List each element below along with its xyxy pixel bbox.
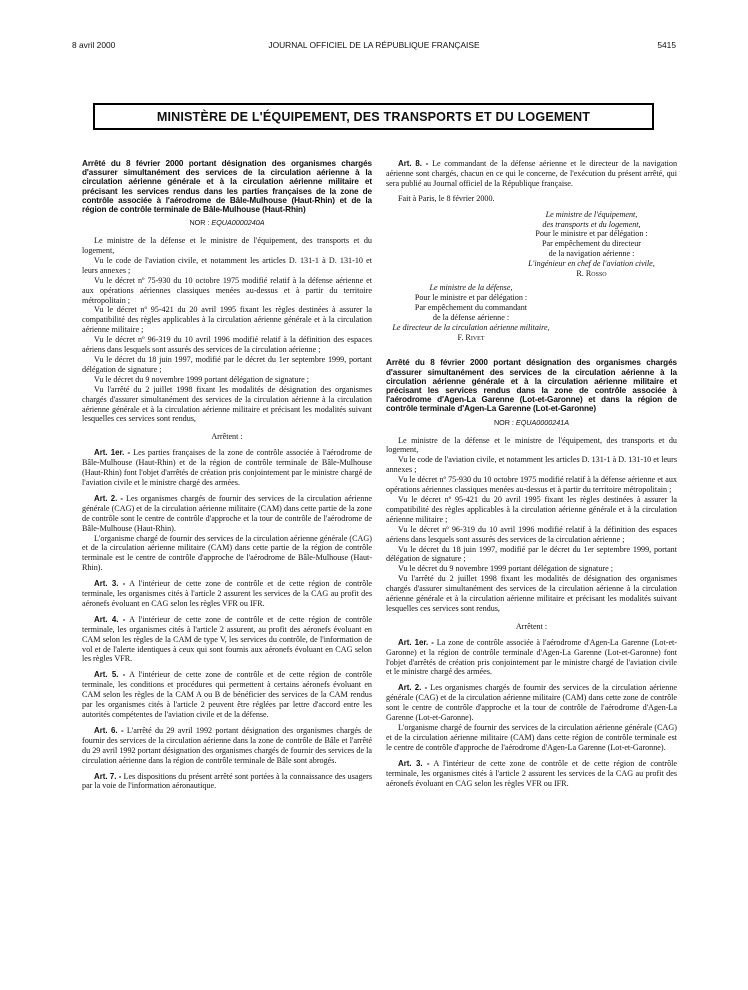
visa: Vu le décret du 18 juin 1997, modifié par le décret du 1er septembre 1999, portant délégation de signature ; (386, 544, 677, 564)
article-label: Art. 1er. - (398, 637, 434, 647)
signatory-line: Le ministre de la défense, (429, 282, 513, 292)
visa: Vu le code de l'aviation civile, et notamment les articles D. 131-1 à D. 131-10 et leurs annexes ; (82, 255, 372, 275)
article (386, 159, 677, 189)
visa: Vu le décret nº 75-930 du 10 octobre 1975 modifié relatif à la défense aérienne et aux opérations aériennes classiques menées au-dessus et à partir du territoire métropolitain ; (82, 275, 372, 305)
article-text: A l'intérieur de cette zone de contrôle et de cette région de contrôle terminale, les organismes cités à l'article 2 assurent les services de la CAG au profit des aéronefs évoluant en CAG selon les règles VFR ou IFR. (386, 758, 678, 788)
article-label: Art. 2. - (398, 683, 428, 693)
visa: Vu l'arrêté du 2 juillet 1998 fixant les modalités de désignation des organismes chargés d'assurer simultanément des services de la circulation aérienne à la circulation aérienne générale et à la circulation aérienne militaire et précisant les modalités suivant lesquelles ces services sont rendus, (386, 574, 677, 613)
article (82, 448, 372, 488)
visa: Vu le décret du 9 novembre 1999 portant délégation de signature ; (94, 374, 309, 384)
signatory-line: de la navigation aérienne : (548, 249, 635, 259)
ministry-banner (93, 103, 654, 130)
article-label: Art. 2. - (94, 493, 124, 503)
visa: Vu le décret du 18 juin 1997, modifié par le décret du 1er septembre 1999, portant délégation de signature ; (82, 355, 372, 374)
article-text: A l'intérieur de cette zone de contrôle et de cette région de contrôle terminale, les organismes cités à l'article 2 assurent les services de la CAG au profit des aéronefs évoluant en CAG selon les règles VFR ou IFR. (82, 579, 372, 608)
article-text: Les parties françaises de la zone de contrôle associée à l'aérodrome de Bâle-Mulhouse (Haut-Rhin) et de la région de contrôle terminale de Bâle-Mulhouse (Haut-Rhin) font l'objet d'arrêtés de création pris conjointement par le ministre chargé de l'aviation civile et le ministre chargé des armées. (82, 448, 372, 487)
signatory-name: R. Rosso (576, 269, 607, 279)
article (82, 772, 372, 792)
page-header (72, 40, 676, 54)
left-column (82, 159, 372, 791)
nor-reference (386, 418, 677, 428)
article-text: La zone de contrôle associée à l'aérodrome d'Agen-La Garenne (Lot-et-Garonne) et la région de contrôle terminale d'Agen-La Garenne (Lot-et-Garonne) font l'objet d'arrêtés de création pris conjointement par le ministre chargé de l'aviation civile et le ministre chargé des armées. (386, 637, 678, 677)
article-paragraph: L'organisme chargé de fournir des services de la circulation aérienne générale (CAG) et de la circulation aérienne militaire (CAM) dans cette partie de la région de contrôle terminale est le centre de contrôle d'approche de l'aérodrome de Bâle-Mulhouse (Haut-Rhin). (82, 533, 372, 573)
arretent-heading: Arrêtent : (515, 621, 548, 631)
article-label: Art. 4. - (94, 614, 126, 624)
article-paragraph: L'organisme chargé de fournir des services de la circulation aérienne générale (CAG) et de la circulation aérienne militaire (CAM) dans cette région de contrôle terminale est le centre de contrôle d'approche de l'aérodrome d'Agen-La Garenne (Lot-et-Garonne). (386, 723, 677, 752)
article (82, 726, 372, 766)
article-label: Art. 8. - (398, 159, 429, 168)
visa: Vu le décret nº 95-421 du 20 avril 1995 fixant les règles destinées à assurer la compatibilité des règles applicables à la circulation aérienne générale et à la circulation aérienne militaire ; (82, 305, 372, 335)
visa: Vu le décret du 9 novembre 1999 portant délégation de signature ; (398, 564, 613, 574)
signatory-line: L'ingénieur en chef de l'aviation civile, (528, 259, 655, 269)
article (386, 683, 677, 723)
article-text: Les organismes chargés de fournir des services de la circulation aérienne générale (CAG) et de la circulation aérienne militaire (CAM) dans cette partie de la zone de contrôle sont le centre de contrôle d'approche et la tour de contrôle de l'aérodrome de Bâle-Mulhouse (Haut-Rhin). (82, 493, 372, 533)
visa: Vu le décret nº 95-421 du 20 avril 1995 fixant les règles destinées à assurer la compatibilité des règles applicables à la circulation aérienne générale et à la circulation aérienne militaire ; (386, 494, 677, 524)
article (82, 494, 372, 534)
signatory-name: F. Rivet (457, 332, 485, 342)
page-number: 5415 (657, 40, 676, 50)
signature-block-defence (386, 283, 556, 342)
nor-code: EQUA0000240A (211, 218, 265, 228)
article (386, 759, 677, 789)
article (82, 615, 372, 665)
article-label: Art. 6. - (94, 725, 124, 735)
signatory-line: Par empêchement du commandant (414, 302, 528, 312)
signatory-line: Pour le ministre et par délégation : (414, 292, 528, 302)
visa: Vu le décret nº 75-930 du 10 octobre 1975 modifié relatif à la défense aérienne et aux opérations aériennes classiques menées au-dessus et à partir du territoire métropolitain ; (386, 475, 677, 495)
article-label: Art. 5. - (94, 670, 126, 680)
article-text: L'arrêté du 29 avril 1992 portant désignation des organismes chargés de fournir des services de la circulation aérienne dans la zone de contrôle de Bâle et l'arrêté du 29 avril 1992 portant désignation des organismes chargés de fournir des services de la circulation aérienne dans la région de contrôle terminale de Bâle sont abrogés. (82, 725, 373, 765)
article-text: Les dispositions du présent arrêté sont portées à la connaissance des usagers par la voie de l'information aéronautique. (82, 771, 373, 791)
signatory-line: des transports et du logement, (542, 219, 641, 229)
article-text: Le commandant de la défense aérienne et le directeur de la navigation aérienne sont chargés, chacun en ce qui le concerne, de l'exécution du présent arrêté, qui sera publié au Journal officiel de la République française. (386, 159, 678, 188)
visa: Vu le code de l'aviation civile, et notamment les articles D. 131-1 à D. 131-10 et leurs annexes ; (386, 455, 677, 475)
journal-title: JOURNAL OFFICIEL DE LA RÉPUBLIQUE FRANÇAISE (268, 40, 480, 50)
nor-code: EQUA0000241A (515, 417, 570, 427)
visa: Vu l'arrêté du 2 juillet 1998 fixant les modalités de désignation des organismes chargés d'assurer simultanément des services de la circulation aérienne à la circulation aérienne générale et à la circulation aérienne militaire et précisant les modalités suivant lesquelles ces services sont rendus, (82, 384, 372, 424)
right-column (386, 159, 677, 788)
ministry-title: MINISTÈRE DE L'ÉQUIPEMENT, DES TRANSPORTS ET DU LOGEMENT (156, 109, 591, 124)
visa: Vu le décret nº 96-319 du 10 avril 1996 modifié relatif à la définition des espaces aériens dans lesquels sont assurés des services de la circulation aérienne ; (82, 335, 372, 355)
arrete-title: Arrêté du 8 février 2000 portant désignation des organismes chargés d'assurer simultanément des services de la circulation aérienne à la circulation aérienne générale et à la circulation aérienne militaire et précisant les services rendus dans la zone de contrôle associée à l'aérodrome d'Agen-La Garenne (Lot-et-Garonne) et dans la région de contrôle terminale d'Agen-La Garenne (Lot-et-Garonne) (386, 358, 677, 414)
arrete-title: Arrêté du 8 février 2000 portant désignation des organismes chargés d'assurer simultanément des services de la circulation aérienne à la circulation aérienne générale et à la circulation aérienne militaire et précisant les services rendus dans les parties françaises de la zone de contrôle associée à l'aérodrome de Bâle-Mulhouse (Haut-Rhin) et de la région de contrôle terminale de Bâle-Mulhouse (Haut-Rhin) (82, 159, 372, 215)
article-label: Art. 3. - (398, 758, 430, 768)
header-date: 8 avril 2000 (72, 40, 116, 50)
article (82, 670, 372, 720)
article (82, 579, 372, 609)
nor-label: NOR : (189, 218, 210, 228)
signature-place-date: Fait à Paris, le 8 février 2000. (398, 193, 495, 203)
preamble: Le ministre de la défense et le ministre de l'équipement, des transports et du logement, (82, 236, 372, 256)
article-text: A l'intérieur de cette zone de contrôle et de cette région de contrôle terminale, les conditions et procédures qui permettent à certains aéronefs évoluant en CAM selon les règles de la CAM A ou B de bénéficier des services de la CAM rendus par les organismes cités à l'article 2 peuvent être réglées par lettre d'accord entre les autorités compétentes de l'aviation civile et de la défense. (82, 670, 372, 719)
article-label: Art. 1er. - (94, 448, 131, 458)
arretent-heading: Arrêtent : (211, 432, 243, 442)
article-label: Art. 3. - (94, 579, 126, 589)
signatory-line: Pour le ministre et par délégation : (535, 229, 648, 239)
article-text: Les organismes chargés de fournir des services de la circulation aérienne générale (CAG) et de la circulation aérienne militaire (CAM) dans cette zone de contrôle sont le centre de contrôle d'approche et la tour de contrôle de l'aérodrome d'Agen-La Garenne (Lot-et-Garonne). (386, 683, 677, 723)
article-label: Art. 7. - (94, 771, 122, 781)
article-text: A l'intérieur de cette zone de contrôle et de cette région de contrôle terminale, les organismes cités à l'article 2 assurent, au profit des aéronefs évoluant en CAM selon les règles de la CAM de type V, les services du contrôle, de l'information de vol et de l'alerte identiques à ceux qui sont fournis aux aéronefs évoluant en CAG selon les règles VFR. (82, 614, 372, 664)
nor-reference (82, 218, 372, 228)
signatory-line: de la défense aérienne : (432, 312, 510, 322)
nor-label: NOR : (493, 417, 514, 427)
signatory-line: Le ministre de l'équipement, (545, 209, 638, 219)
preamble: Le ministre de la défense et le ministre de l'équipement, des transports et du logement, (386, 435, 677, 455)
signature-block-equipment (386, 210, 677, 279)
signatory-line: Par empêchement du directeur (541, 239, 642, 249)
article (386, 638, 677, 678)
signatory-line: Le directeur de la circulation aérienne militaire, (392, 322, 550, 332)
visa: Vu le décret nº 96-319 du 10 avril 1996 modifié relatif à la définition des espaces aériens dans lesquels sont assurés des services de la circulation aérienne ; (386, 524, 677, 544)
